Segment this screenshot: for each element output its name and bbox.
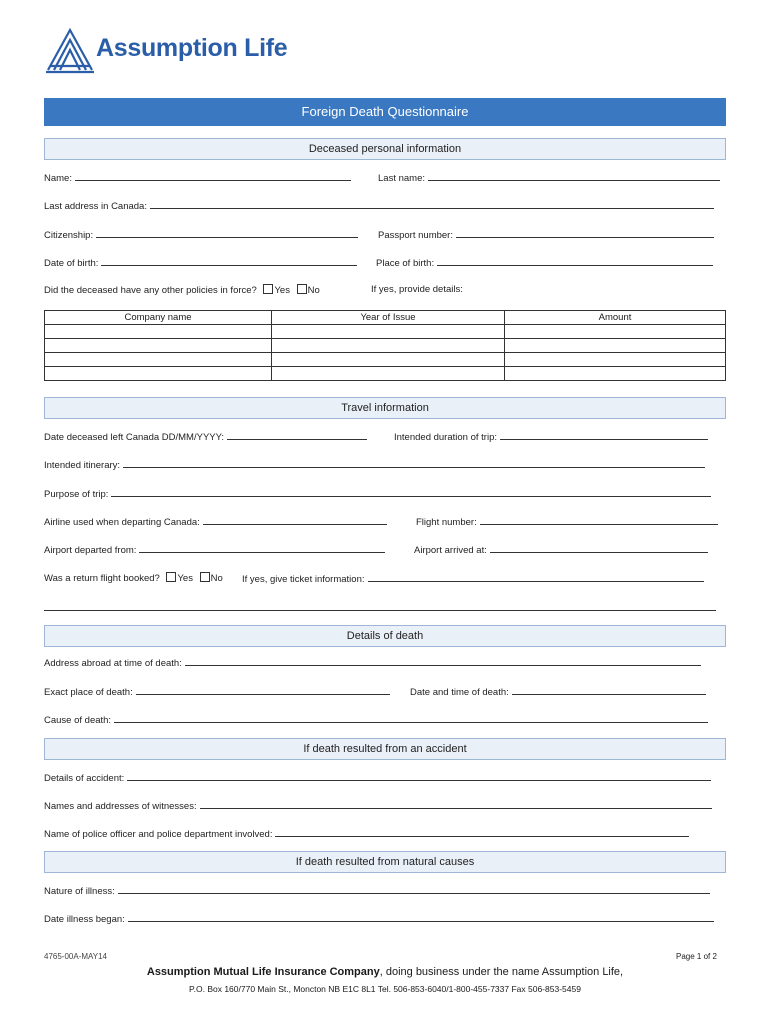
- brand-name: Assumption Life: [96, 34, 288, 62]
- witnesses-field[interactable]: Names and addresses of witnesses:: [44, 799, 712, 813]
- footer-company: Assumption Mutual Life Insurance Company, doing business under the name Assumption Life,: [146, 966, 624, 978]
- pob-field[interactable]: Place of birth:: [376, 256, 713, 270]
- section-personal: Deceased personal information: [44, 138, 726, 160]
- yes-checkbox[interactable]: [263, 284, 273, 294]
- airline-field[interactable]: Airline used when departing Canada:: [44, 515, 387, 529]
- table-row: [45, 353, 726, 367]
- last-name-field[interactable]: Last name:: [378, 171, 720, 185]
- date-time-field[interactable]: Date and time of death:: [410, 685, 706, 699]
- section-accident: If death resulted from an accident: [44, 738, 726, 760]
- table-row: [45, 325, 726, 339]
- cause-field[interactable]: Cause of death:: [44, 713, 708, 727]
- col-year: Year of Issue: [272, 311, 505, 325]
- date-left-field[interactable]: Date deceased left Canada DD/MM/YYYY:: [44, 430, 367, 444]
- return-yes-checkbox[interactable]: [166, 572, 176, 582]
- policy-table: [44, 310, 726, 381]
- airport-arr-field[interactable]: Airport arrived at:: [414, 543, 708, 557]
- no-checkbox[interactable]: [297, 284, 307, 294]
- return-no-checkbox[interactable]: [200, 572, 210, 582]
- section-travel: Travel information: [44, 397, 726, 419]
- accident-details-field[interactable]: Details of accident:: [44, 771, 711, 785]
- illness-field[interactable]: Nature of illness:: [44, 884, 710, 898]
- other-policies-question: Did the deceased have any other policies in force? Yes No: [44, 285, 320, 296]
- duration-field[interactable]: Intended duration of trip:: [394, 430, 708, 444]
- footer-address: P.O. Box 160/770 Main St., Moncton NB E1C 8L1 Tel. 506-853-6040/1-800-455-7337 Fax 506-853-5459: [189, 984, 581, 994]
- return-flight-question: Was a return flight booked? Yes No: [44, 573, 223, 584]
- section-death: Details of death: [44, 625, 726, 647]
- ticket-info-field[interactable]: If yes, give ticket information:: [242, 572, 704, 586]
- col-amount: Amount: [505, 311, 726, 325]
- itinerary-field[interactable]: Intended itinerary:: [44, 458, 705, 472]
- address-abroad-field[interactable]: Address abroad at time of death:: [44, 656, 701, 670]
- form-title: Foreign Death Questionnaire: [44, 98, 726, 126]
- passport-field[interactable]: Passport number:: [378, 228, 714, 242]
- provide-details-label: If yes, provide details:: [371, 284, 463, 295]
- col-company: Company name: [45, 311, 272, 325]
- table-row: [45, 367, 726, 381]
- form-code: 4765-00A-MAY14: [44, 952, 107, 961]
- name-field[interactable]: Name:: [44, 171, 351, 185]
- last-address-field[interactable]: Last address in Canada:: [44, 199, 714, 213]
- illness-began-field[interactable]: Date illness began:: [44, 912, 714, 926]
- ticket-info-line[interactable]: [44, 610, 716, 611]
- table-row: [45, 339, 726, 353]
- section-natural: If death resulted from natural causes: [44, 851, 726, 873]
- citizenship-field[interactable]: Citizenship:: [44, 228, 358, 242]
- airport-dep-field[interactable]: Airport departed from:: [44, 543, 385, 557]
- dob-field[interactable]: Date of birth:: [44, 256, 357, 270]
- flight-field[interactable]: Flight number:: [416, 515, 718, 529]
- purpose-field[interactable]: Purpose of trip:: [44, 487, 711, 501]
- police-field[interactable]: Name of police officer and police department involved:: [44, 827, 689, 841]
- exact-place-field[interactable]: Exact place of death:: [44, 685, 390, 699]
- page-number: Page 1 of 2: [676, 952, 717, 961]
